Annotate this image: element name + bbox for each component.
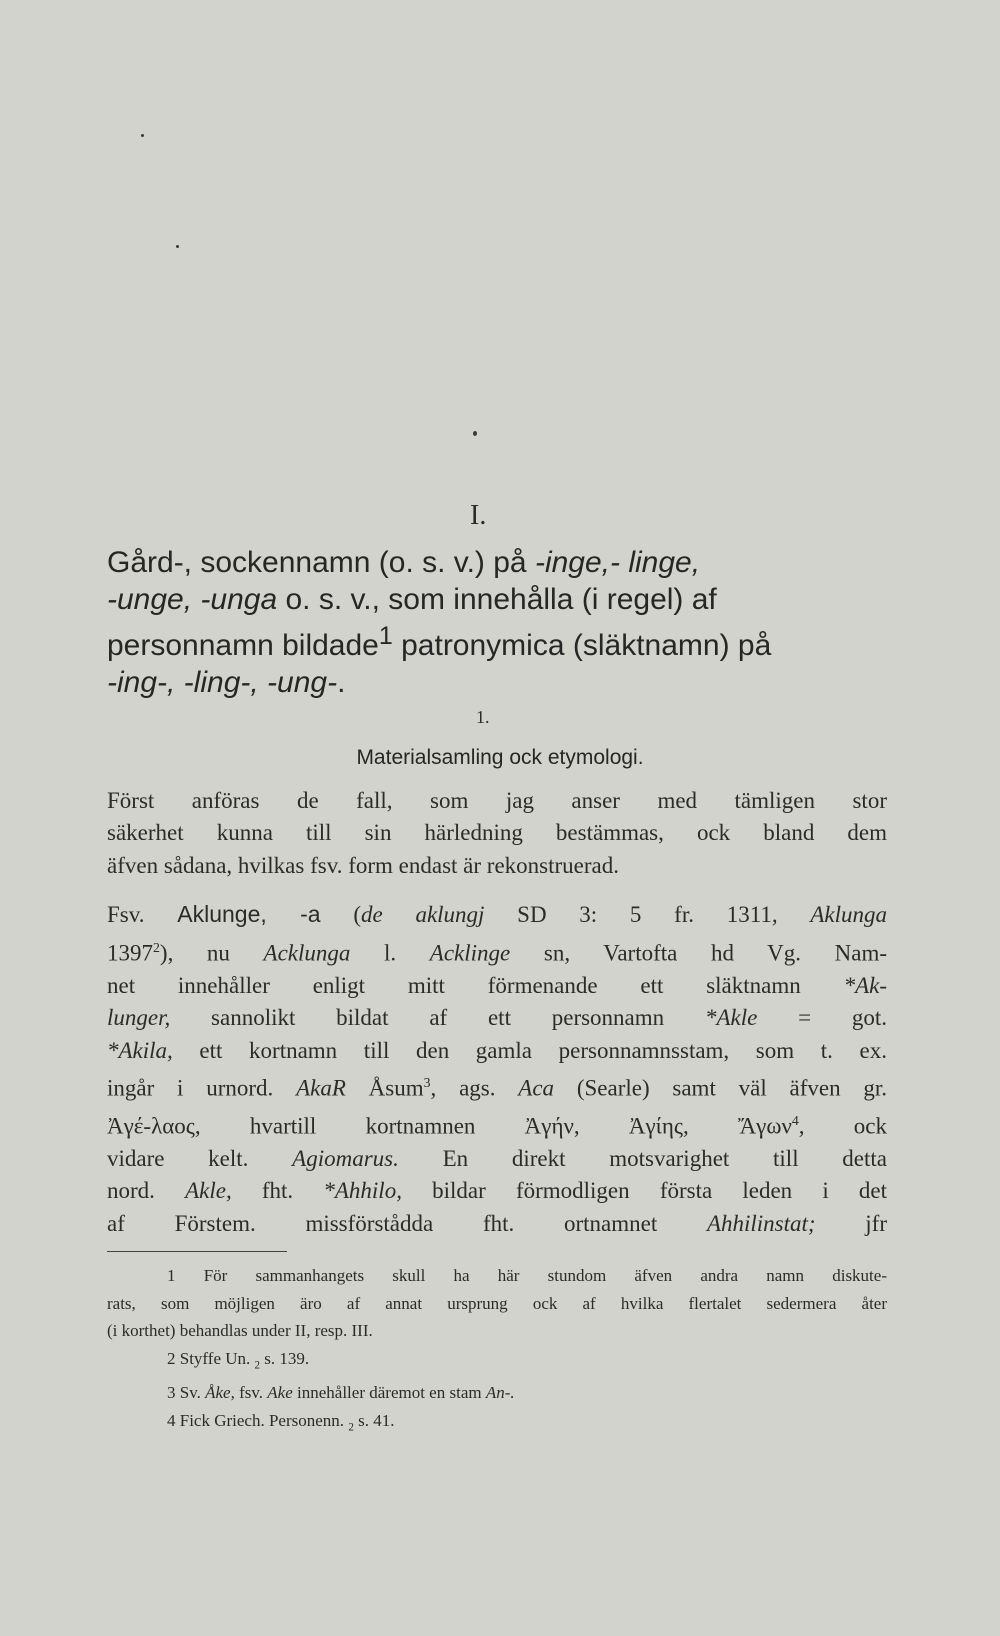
- text-line: net innehåller enligt mitt förmenande ett släktnamn *Ak-: [107, 972, 887, 998]
- text-line: Ἀγέ-λαος, hvartill kortnamnen Ἀγήν, Ἀγίης, Ἄγων$^4$, ock: [107, 1112, 887, 1139]
- text-line: äfven sådana, hvilkas fsv. form endast är rekonstruerad.: [107, 852, 619, 878]
- print-speck: [473, 431, 477, 436]
- text-line: af Förstem. missförstådda fht. ortnamnet Ahhilinstat; jfr: [107, 1210, 887, 1236]
- text-line: säkerhet kunna till sin härledning bestämmas, ock bland dem: [107, 820, 887, 846]
- part-numeral: I.: [470, 500, 487, 531]
- footnote-line: 1 För sammanhangets skull ha här stundom äfven andra namn diskute-: [167, 1266, 887, 1285]
- text-line: nord. Akle, fht. *Ahhilo, bildar förmodligen första leden i det: [107, 1178, 887, 1204]
- text-line: lunger, sannolikt bildat af ett personnamn *Akle = got.: [107, 1005, 887, 1031]
- footnotes: [107, 1262, 887, 1442]
- section-numeral: 1.: [476, 707, 490, 727]
- footnote-divider: [107, 1251, 287, 1252]
- text-line: Fsv. Aklunge, -a (de aklungj SD 3: 5 fr. 1311, Aklunga: [107, 901, 887, 928]
- heading-line: -unge, -unga o. s. v., som innehålla (i regel) af: [107, 583, 717, 616]
- print-speck: [176, 245, 179, 248]
- footnote-line: 2 Styffe Un. $_2$ s. 139.: [167, 1348, 310, 1371]
- footnote-line: 4 Fick Griech. Personenn. $_2$ s. 41.: [167, 1410, 395, 1434]
- text-line: *Akila, ett kortnamn till den gamla personnamnsstam, som t. ex.: [107, 1037, 887, 1063]
- footnote-line: rats, som möjligen äro af annat ursprung ock af hvilka flertalet sedermera åter: [107, 1293, 887, 1313]
- heading-line: Gård-, sockennamn (o. s. v.) på -inge,- linge,: [107, 546, 701, 579]
- text-line: vidare kelt. Agiomarus. En direkt motsvarighet till detta: [107, 1146, 887, 1172]
- text-line: ingår i urnord. AkaR Åsum$^3$, ags. Aca (Searle) samt väl äfven gr.: [107, 1074, 888, 1101]
- chapter-heading: [107, 544, 887, 701]
- section-title: Materialsamling ock etymologi.: [356, 746, 644, 769]
- print-speck: [141, 134, 144, 137]
- footnote-line: 3 Sv. Åke, fsv. Ake innehåller däremot en stam An-.: [167, 1383, 515, 1403]
- heading-line: personnamn bildade$^1$ patronymica (släktnamn) på: [107, 622, 772, 662]
- footnote-line: (i korthet) behandlas under II, resp. III.: [107, 1321, 373, 1340]
- text-line: 1397$^2$), nu Acklunga l. Acklinge sn, Vartofta hd Vg. Nam-: [107, 939, 887, 966]
- body-text: [107, 785, 887, 1240]
- heading-line: -ing-, -ling-, -ung-.: [107, 666, 346, 699]
- text-line: Först anföras de fall, som jag anser med tämligen stor: [107, 788, 887, 813]
